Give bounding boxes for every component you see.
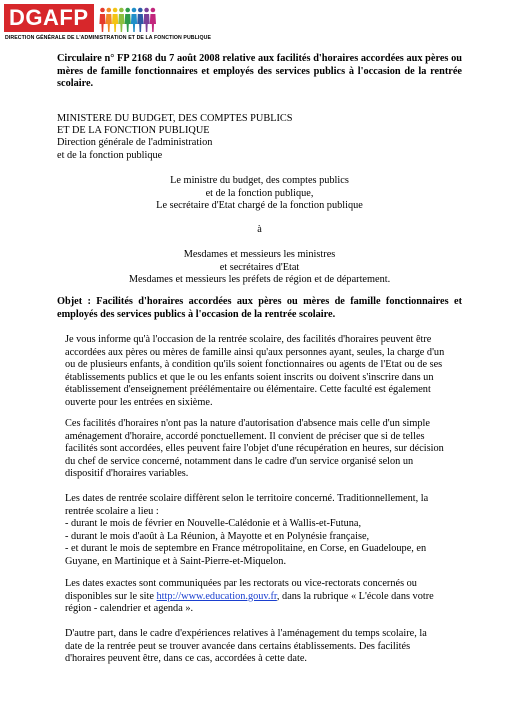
paragraph-line [57,591,462,604]
recipients-block [57,249,462,287]
paragraph-line: aménagement d'horaire, accordé ponctuellement. Il convient de préciser que si de telles [65,430,425,442]
paragraph-line: établissement d'enseignement préélémentaire ou élémentaire. Cette faculté est également [65,384,431,396]
logo-figure-body [112,14,118,32]
paragraph-line: rentrée scolaire a lieu : [65,505,159,517]
logo-figure-body [125,14,131,32]
paragraph-line: Je vous informe qu'à l'occasion de la rentrée scolaire, des facilités d'horaires peuvent être [65,334,432,345]
logo-figure-body [137,14,143,32]
recipients-line-3: Mesdames et messieurs les préfets de région et de département. [128,274,391,286]
paragraph-line: facilités sont accordées, elles peuvent faire l'objet d'une récupération en heures, sur décision [65,443,444,455]
logo-figure-body [131,14,137,32]
paragraph-line: date de la rentrée peut se trouver avancée dans certains établissements. Des facilités [65,640,411,652]
logo-figure-head [100,8,105,13]
paragraph-2 [57,418,462,481]
objet-heading: Objet : Facilités d'horaires accordées aux pères ou mères de famille fonctionnaires et employés des services publics à l'occasion de la rentrée scolaire. [57,296,462,320]
from-block [57,175,462,213]
paragraph-line: région - calendrier et agenda ». [65,603,194,615]
logo-figure-head [132,8,137,13]
paragraph-line: Les dates exactes sont communiquées par les rectorats ou vice-rectorats concernés ou [65,578,417,589]
list-item: - durant le mois de février en Nouvelle-Calédonie et à Wallis-et-Futuna, [65,518,362,530]
recipients-line-1: Mesdames et messieurs les ministres [183,249,336,260]
logo-figure-head [138,8,143,13]
paragraph-line: ou de plusieurs enfants, à condition qu'ils soient fonctionnaires ou agents de l'Etat ou de ses [65,359,443,371]
to-word: à [257,224,262,235]
paragraph-line: dispositif d'horaires variables. [65,468,189,480]
paragraph-line: Ces facilités d'horaires n'ont pas la nature d'autorisation d'absence mais celle d'un simple [65,418,430,429]
circular-title: Circulaire n° FP 2168 du 7 août 2008 relative aux facilités d'horaires accordées aux pères ou mères de famille fonctionnaires et employés des services publics à l'occasion de la rentrée scolaire. [57,53,462,90]
paragraph-line: Les dates de rentrée scolaire diffèrent selon le territoire concerné. Traditionnellement, la [65,493,429,504]
paragraph-1 [57,334,462,410]
from-line-2: et de la fonction publique, [205,187,314,199]
logo-figure-head [107,8,112,13]
sender-block [57,113,462,162]
paragraph-text: disponibles sur le site [65,590,157,602]
from-line-3: Le secrétaire d'Etat chargé de la fonction publique [156,200,363,212]
paragraph-line: établissements publics et que le ou les enfants soient inscrits ou doivent s'inscrire dans un [65,371,434,383]
education-site-link[interactable]: http://www.education.gouv.fr [156,590,277,602]
paragraph-4 [57,578,462,616]
paragraph-line: D'autre part, dans le cadre d'expériences relatives à l'aménagement du temps scolaire, la [65,628,427,639]
logo-people-icon [97,6,157,34]
list-item: Guyane, en Martinique et à Saint-Pierre-et-Miquelon. [65,555,287,567]
paragraph-line: du chef de service concerné, notamment dans le cadre d'un service organisé selon un [65,455,414,467]
logo-figure-head [151,8,156,13]
logo-figure-body [150,14,156,32]
logo-figure-body [106,14,112,32]
paragraph-3 [57,493,462,569]
paragraph-line: d'horaires peuvent être, dans ce cas, accordées à cette date. [65,653,307,665]
dgafp-logo [4,4,212,44]
paragraph-line: accordées aux pères ou mères de famille ainsi qu'aux personnes ayant, seules, la charge d'un [65,346,445,358]
list-item: - durant le mois d'août à La Réunion, à Mayotte et en Polynésie française, [65,530,370,542]
logo-figure-head [119,8,124,13]
logo-figure-head [144,8,149,13]
logo-figure-head [125,8,130,13]
logo-wordmark: DGAFP [4,4,94,32]
direction-line-2: et de la fonction publique [57,149,163,161]
ministry-line-1: MINISTERE DU BUDGET, DES COMPTES PUBLICS [57,113,293,124]
direction-line-1: Direction générale de l'administration [57,137,213,149]
logo-figure-body [144,14,150,32]
paragraph-5 [57,628,462,666]
from-line-1: Le ministre du budget, des comptes publics [170,175,349,186]
logo-figure-body [118,14,124,32]
ministry-line-2: ET DE LA FONCTION PUBLIQUE [57,125,210,137]
logo-figure-head [113,8,118,13]
list-item: - et durant le mois de septembre en France métropolitaine, en Corse, en Guadeloupe, en [65,543,427,555]
logo-subtitle: DIRECTION GÉNÉRALE DE L'ADMINISTRATION ET DE LA FONCTION PUBLIQUE [5,35,212,41]
paragraph-line: ouverte pour les entrées en sixième. [65,396,213,408]
logo-figure-body [99,14,105,32]
paragraph-text: , dans la rubrique « L'école dans votre [276,590,434,602]
recipients-line-2: et secrétaires d'Etat [219,261,300,273]
